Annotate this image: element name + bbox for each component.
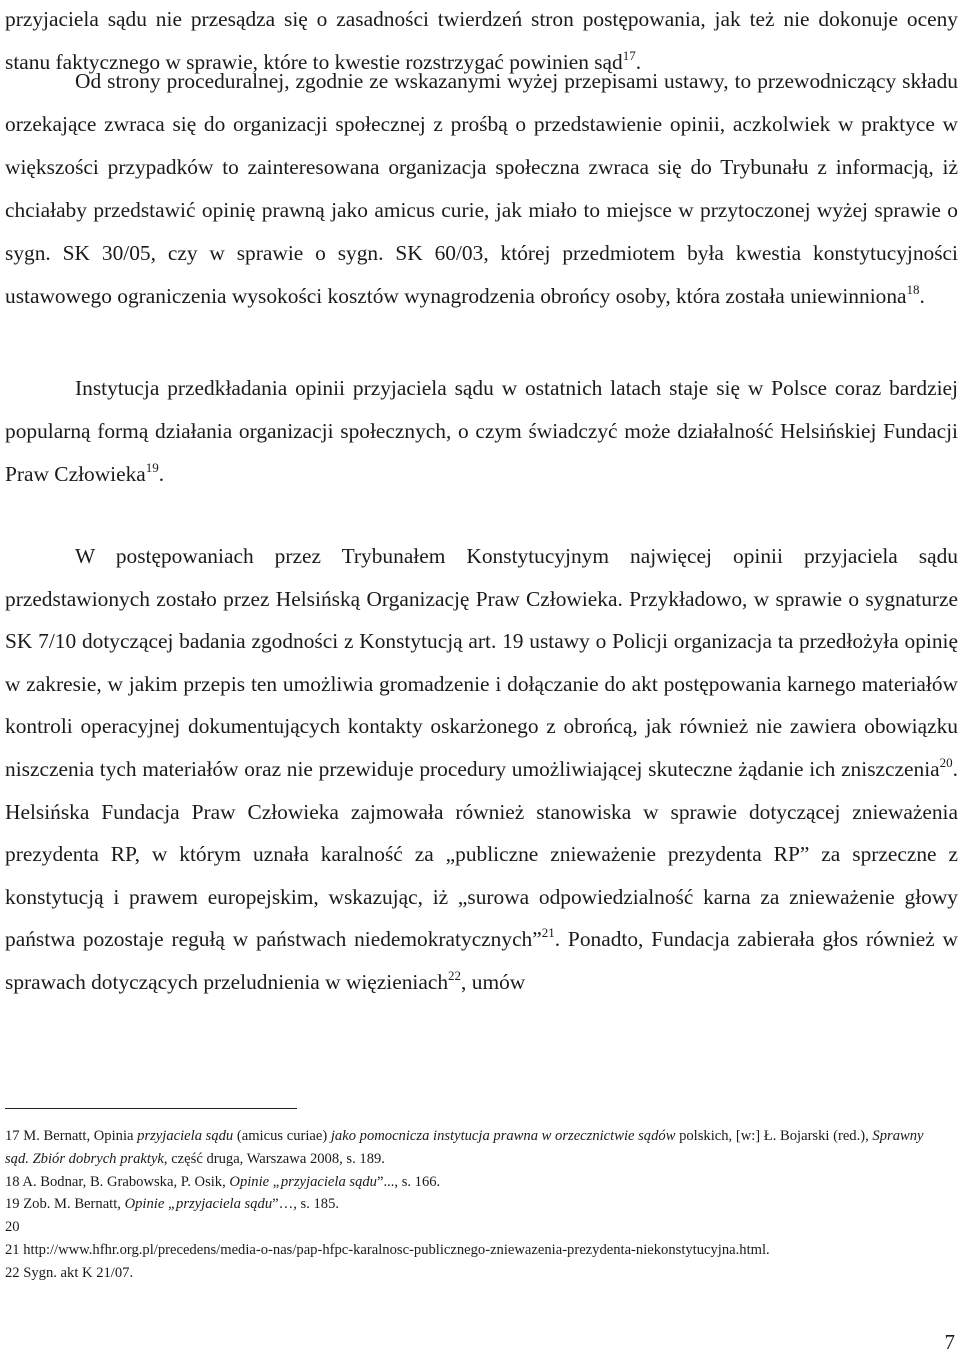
footnote-separator (5, 1108, 297, 1109)
footnote-21[interactable]: 21 http://www.hfhr.org.pl/precedens/media-o-nas/pap-hfpc-karalnosc-publicznego-zniewazenia-prezydenta-niekonstytucyjna.html. (5, 1241, 770, 1258)
footnote-17-text-4: , część druga, Warszawa 2008, s. 189. (163, 1150, 385, 1167)
footnote-17-italic-2: jako pomocnicza instytucja prawna w orzecznictwie sądów (330, 1128, 676, 1144)
footnote-17-italic-3: Sprawny sąd. Zbiór dobrych praktyk (5, 1128, 924, 1167)
footnote-18 (5, 1171, 950, 1194)
footnote-ref-20[interactable]: 20 (939, 754, 953, 770)
paragraph-4-text-c: . Ponadto, Fundacja zabierała głos również w sprawach dotyczących przeludnienia w więzieniach (5, 927, 958, 994)
footnote-ref-19[interactable]: 19 (145, 460, 159, 475)
paragraph-1-tail: . (635, 50, 642, 74)
paragraph-3-text: Instytucja przedkładania opinii przyjaciela sądu w ostatnich latach staje się w Polsce coraz bardziej popularną formą działania organizacji społecznych, o czym świadczyć może działalność Helsińskiej Fundacji Praw Człowieka (5, 376, 958, 486)
footnote-19-text-2: ”…, s. 185. (272, 1196, 340, 1213)
footnote-22: 22 Sygn. akt K 21/07. (5, 1264, 134, 1281)
footnote-17-italic-1: przyjaciela sądu (137, 1128, 234, 1144)
paragraph-4-text-d: , umów (461, 969, 526, 994)
footnote-ref-17[interactable]: 17 (622, 48, 636, 63)
page-number: 7 (944, 1330, 955, 1354)
footnote-19 (5, 1193, 950, 1216)
paragraph-3 (5, 367, 958, 496)
footnote-19-text: 19 Zob. M. Bernatt, (5, 1196, 125, 1213)
paragraph-1-text: przyjaciela sądu nie przesądza się o zasadności twierdzeń stron postępowania, jak też nie dokonuje oceny stanu faktycznego w sprawie, które to kwestie rozstrzygać powinien sąd (5, 7, 958, 74)
paragraph-4-text-b: . Helsińska Fundacja Praw Człowieka zajmowała również stanowiska w sprawie dotyczącej znieważenia prezydenta RP, w którym uznała karalność za „publiczne znieważenie prezydenta RP” za sprzeczne z konstytucją i prawem europejskim, wskazując, iż „surowa odpowiedzialność karna za znieważenie głowy państwa pozostaje regułą w państwach niedemokratycznych” (5, 756, 958, 952)
footnote-ref-18[interactable]: 18 (906, 282, 920, 297)
paragraph-2-tail: . (919, 284, 925, 308)
footnote-17-text-3: polskich, [w:] Ł. Bojarski (red.), (675, 1128, 873, 1144)
paragraph-2-text: Od strony proceduralnej, zgodnie ze wskazanymi wyżej przepisami ustawy, to przewodniczący składu orzekające zwraca się do organizacji społecznej z prośbą o przedstawienie opinii, aczkolwiek w praktyce w większości przypadków to zainteresowana organizacja społeczna zwraca się do Trybunału z informacją, iż chciałaby przedstawić opinię prawną jako amicus curie, jak miało to miejsce w przytoczonej wyżej sprawie o sygn. SK 30/05, czy w sprawie o sygn. SK 60/03, której przedmiotem była kwestia konstytucyjności ustawowego ograniczenia wysokości kosztów wynagrodzenia obrońcy osoby, która została uniewinniona (5, 69, 958, 308)
footnote-17 (5, 1125, 950, 1171)
footnote-17-text: 17 M. Bernatt, Opinia (5, 1128, 138, 1144)
footnotes (5, 1125, 950, 1285)
footnote-18-text: 18 A. Bodnar, B. Grabowska, P. Osik, (5, 1173, 230, 1190)
paragraph-2 (5, 60, 958, 318)
footnote-ref-21[interactable]: 21 (541, 925, 555, 941)
footnote-ref-22[interactable]: 22 (448, 967, 462, 983)
footnote-17-text-2: (amicus curiae) (233, 1128, 331, 1144)
paragraph-4 (5, 535, 958, 1004)
footnote-19-italic: Opinie „przyjaciela sądu (124, 1196, 273, 1213)
footnote-18-italic: Opinie „przyjaciela sądu (229, 1173, 377, 1190)
footnote-20: 20 (5, 1219, 20, 1236)
footnote-18-text-2: ”..., s. 166. (376, 1173, 441, 1190)
paragraph-3-tail: . (158, 462, 165, 486)
paragraph-4-text-a: W postępowaniach przez Trybunałem Konstytucyjnym najwięcej opinii przyjaciela sądu przedstawionych zostało przez Helsińską Organizację Praw Człowieka. Przykładowo, w sprawie o sygnaturze SK 7/10 dotyczącej badania zgodności z Konstytucją art. 19 ustawy o Policji organizacja ta przedłożyła opinię w zakresie, w jakim przepis ten umożliwia gromadzenie i dołączanie do akt postępowania karnego materiałów kontroli operacyjnej dokumentujących kontakty oskarżonego z obrońcą, jak również nie zawiera obowiązku niszczenia tych materiałów oraz nie przewiduje procedury umożliwiającej skuteczne żądanie ich zniszczenia (5, 544, 958, 781)
